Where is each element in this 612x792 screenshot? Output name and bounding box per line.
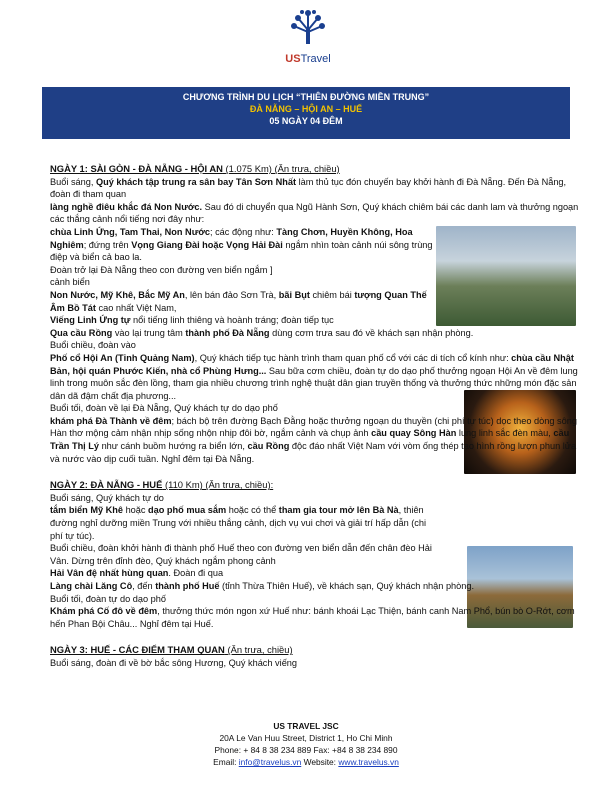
paragraph: Phố cổ Hội An (Tỉnh Quảng Nam), Quý khách tiếp tục hành trình tham quan phố cổ với các di tích cổ kính như: chùa cầu Nhật Bản, hội quán Phước Kiến, nhà cổ Phùng Hưng... Sau bữa cơm chiều, đoàn tự do dạo phố thưởng ngoạn Hội An về đêm lung linh trong muôn sắc đèn lồng, tham gia nhiều chương trình nghệ thuật dân gian truyền thống và thưởng thức những món đặc sản dân dã đậm chất địa phương... — [50, 352, 578, 401]
company-contact: Email: info@travelus.vn Website: www.travelus.vn — [213, 757, 399, 767]
paragraph: tắm biển Mỹ Khê hoặc dạo phố mua sắm hoặc có thể tham gia tour mở lên Bà Nà, thiên đường nghỉ dưỡng miền Trung với nhiều thắng cảnh, dịch vụ vui chơi và giải trí hấp dẫn (chi phí tự túc). — [50, 505, 427, 541]
day1-header: NGÀY 1: SÀI GÒN - ĐÀ NẴNG - HỘI AN (1.075 Km) (Ăn trưa, chiều) — [50, 163, 340, 174]
day2-header: NGÀY 2: ĐÀ NẴNG - HUẾ (110 Km) (Ăn trưa, chiều): — [50, 479, 274, 491]
email-link[interactable]: info@travelus.vn — [238, 757, 302, 767]
paragraph: Non Nước, Mỹ Khê, Bắc Mỹ An, lên bán đảo Sơn Trà, bãi Bụt chiêm bái tượng Quan Thế Âm Bồ Tát cao nhất Việt Nam, — [50, 289, 427, 313]
paragraph: Viếng Linh Ứng tự nổi tiếng linh thiêng và hoành tráng; đoàn tiếp tục — [50, 315, 334, 326]
itinerary-content — [50, 160, 582, 670]
program-route: ĐÀ NẴNG – HỘI AN – HUẾ — [249, 104, 363, 114]
tree-logo-icon — [288, 8, 328, 46]
program-title-banner — [42, 87, 570, 139]
paragraph: Buổi sáng, Quý khách tập trung ra sân bay Tân Sơn Nhất làm thủ tục đón chuyến bay khởi hành đi Đà Nẵng. Đến Đà Nẵng, đoàn đi tham quan — [50, 176, 567, 200]
paragraph: Buổi tối, đoàn về lại Đà Nẵng, Quý khách tự do dạo phố — [50, 403, 278, 414]
company-address: 20A Le Van Huu Street, District 1, Ho Chi Minh — [219, 733, 393, 743]
paragraph: Hải Vân đệ nhất hùng quan. Đoàn đi qua — [50, 568, 224, 579]
paragraph: Buổi sáng, Quý khách tự do — [50, 492, 164, 503]
day3-header: NGÀY 3: HUẾ - CÁC ĐIỂM THAM QUAN (Ăn trưa, chiều) — [50, 644, 293, 656]
paragraph: Buổi chiều, đoàn khởi hành đi thành phố Huế theo con đường ven biển dẫn đến chân đèo Hải Vân. Dừng trên đỉnh đèo, Quý khách ngắm phong cảnh — [50, 543, 432, 566]
logo-wordmark: USTravel — [285, 53, 331, 65]
us-travel-logo — [268, 8, 348, 65]
paragraph: làng nghề điêu khắc đá Non Nước. Sau đó di chuyển qua Ngũ Hành Sơn, Quý khách chiêm bái các danh lam và thưởng ngoạn các thắng cảnh nổi tiếng nơi đây như: — [50, 201, 579, 225]
company-name: US TRAVEL JSC — [273, 721, 339, 731]
paragraph: Làng chài Lăng Cô, đến thành phố Huế (tỉnh Thừa Thiên Huế), về khách sạn, Quý khách nhận phòng. — [50, 581, 475, 591]
paragraph: Qua cầu Rồng vào lại trung tâm thành phố Đà Nẵng dùng cơm trưa sau đó về khách sạn nhận phòng. — [50, 327, 474, 338]
company-footer — [0, 720, 612, 768]
program-title: CHƯƠNG TRÌNH DU LỊCH “THIÊN ĐƯỜNG MIỀN TRUNG” — [182, 92, 430, 102]
paragraph: Khám phá Cố đô về đêm, thưởng thức món ngon xứ Huế như: bánh khoái Lạc Thiện, bánh canh Nam Phổ, bún bò O-Rớt, cơm hến Phan Bội Châu... Nghỉ đêm tại Huế. — [50, 606, 575, 629]
paragraph: chùa Linh Ứng, Tam Thai, Non Nước; các động như: Tàng Chơn, Huyền Không, Hoa Nghiêm; đứng trên Vọng Giang Đài hoặc Vọng Hải Đài ngắm nhìn toàn cảnh núi sông trùng điệp và biển cả bao la. — [50, 226, 433, 263]
paragraph: cảnh biển — [50, 277, 90, 288]
paragraph: Buổi tối, đoàn tự do dạo phố — [50, 593, 166, 604]
paragraph: Buổi chiều, đoàn vào — [50, 340, 136, 351]
program-duration: 05 NGÀY 04 ĐÊM — [269, 116, 343, 126]
paragraph: Đoàn trở lại Đà Nẵng theo con đường ven biển ngắm ] — [50, 264, 273, 275]
paragraph: Buổi sáng, đoàn đi về bờ bắc sông Hương, Quý khách viếng — [50, 657, 298, 668]
paragraph: khám phá Đà Thành về đêm; bách bộ trên đường Bạch Đằng hoặc thưởng ngoạn du thuyền (chi phí tự túc) dọc theo dòng sông Hàn thơ mộng cảm nhận nhịp sống nhộn nhịp đôi bờ, ngắm cảnh và chụp ảnh cầu quay Sông Hàn lung linh sắc đèn màu, cầu Trần Thị Lý như cánh buồm hướng ra biển lớn, cầu Rồng độc đáo nhất Việt Nam với vòm ống thép tạo hình rồng lượn phun lửa và nước vào dịp cuối tuần. Nghỉ đêm tại Đà Nẵng. — [50, 415, 577, 464]
website-link[interactable]: www.travelus.vn — [338, 757, 399, 767]
company-phone: Phone: + 84 8 38 234 889 Fax: +84 8 38 234 890 — [214, 745, 398, 755]
